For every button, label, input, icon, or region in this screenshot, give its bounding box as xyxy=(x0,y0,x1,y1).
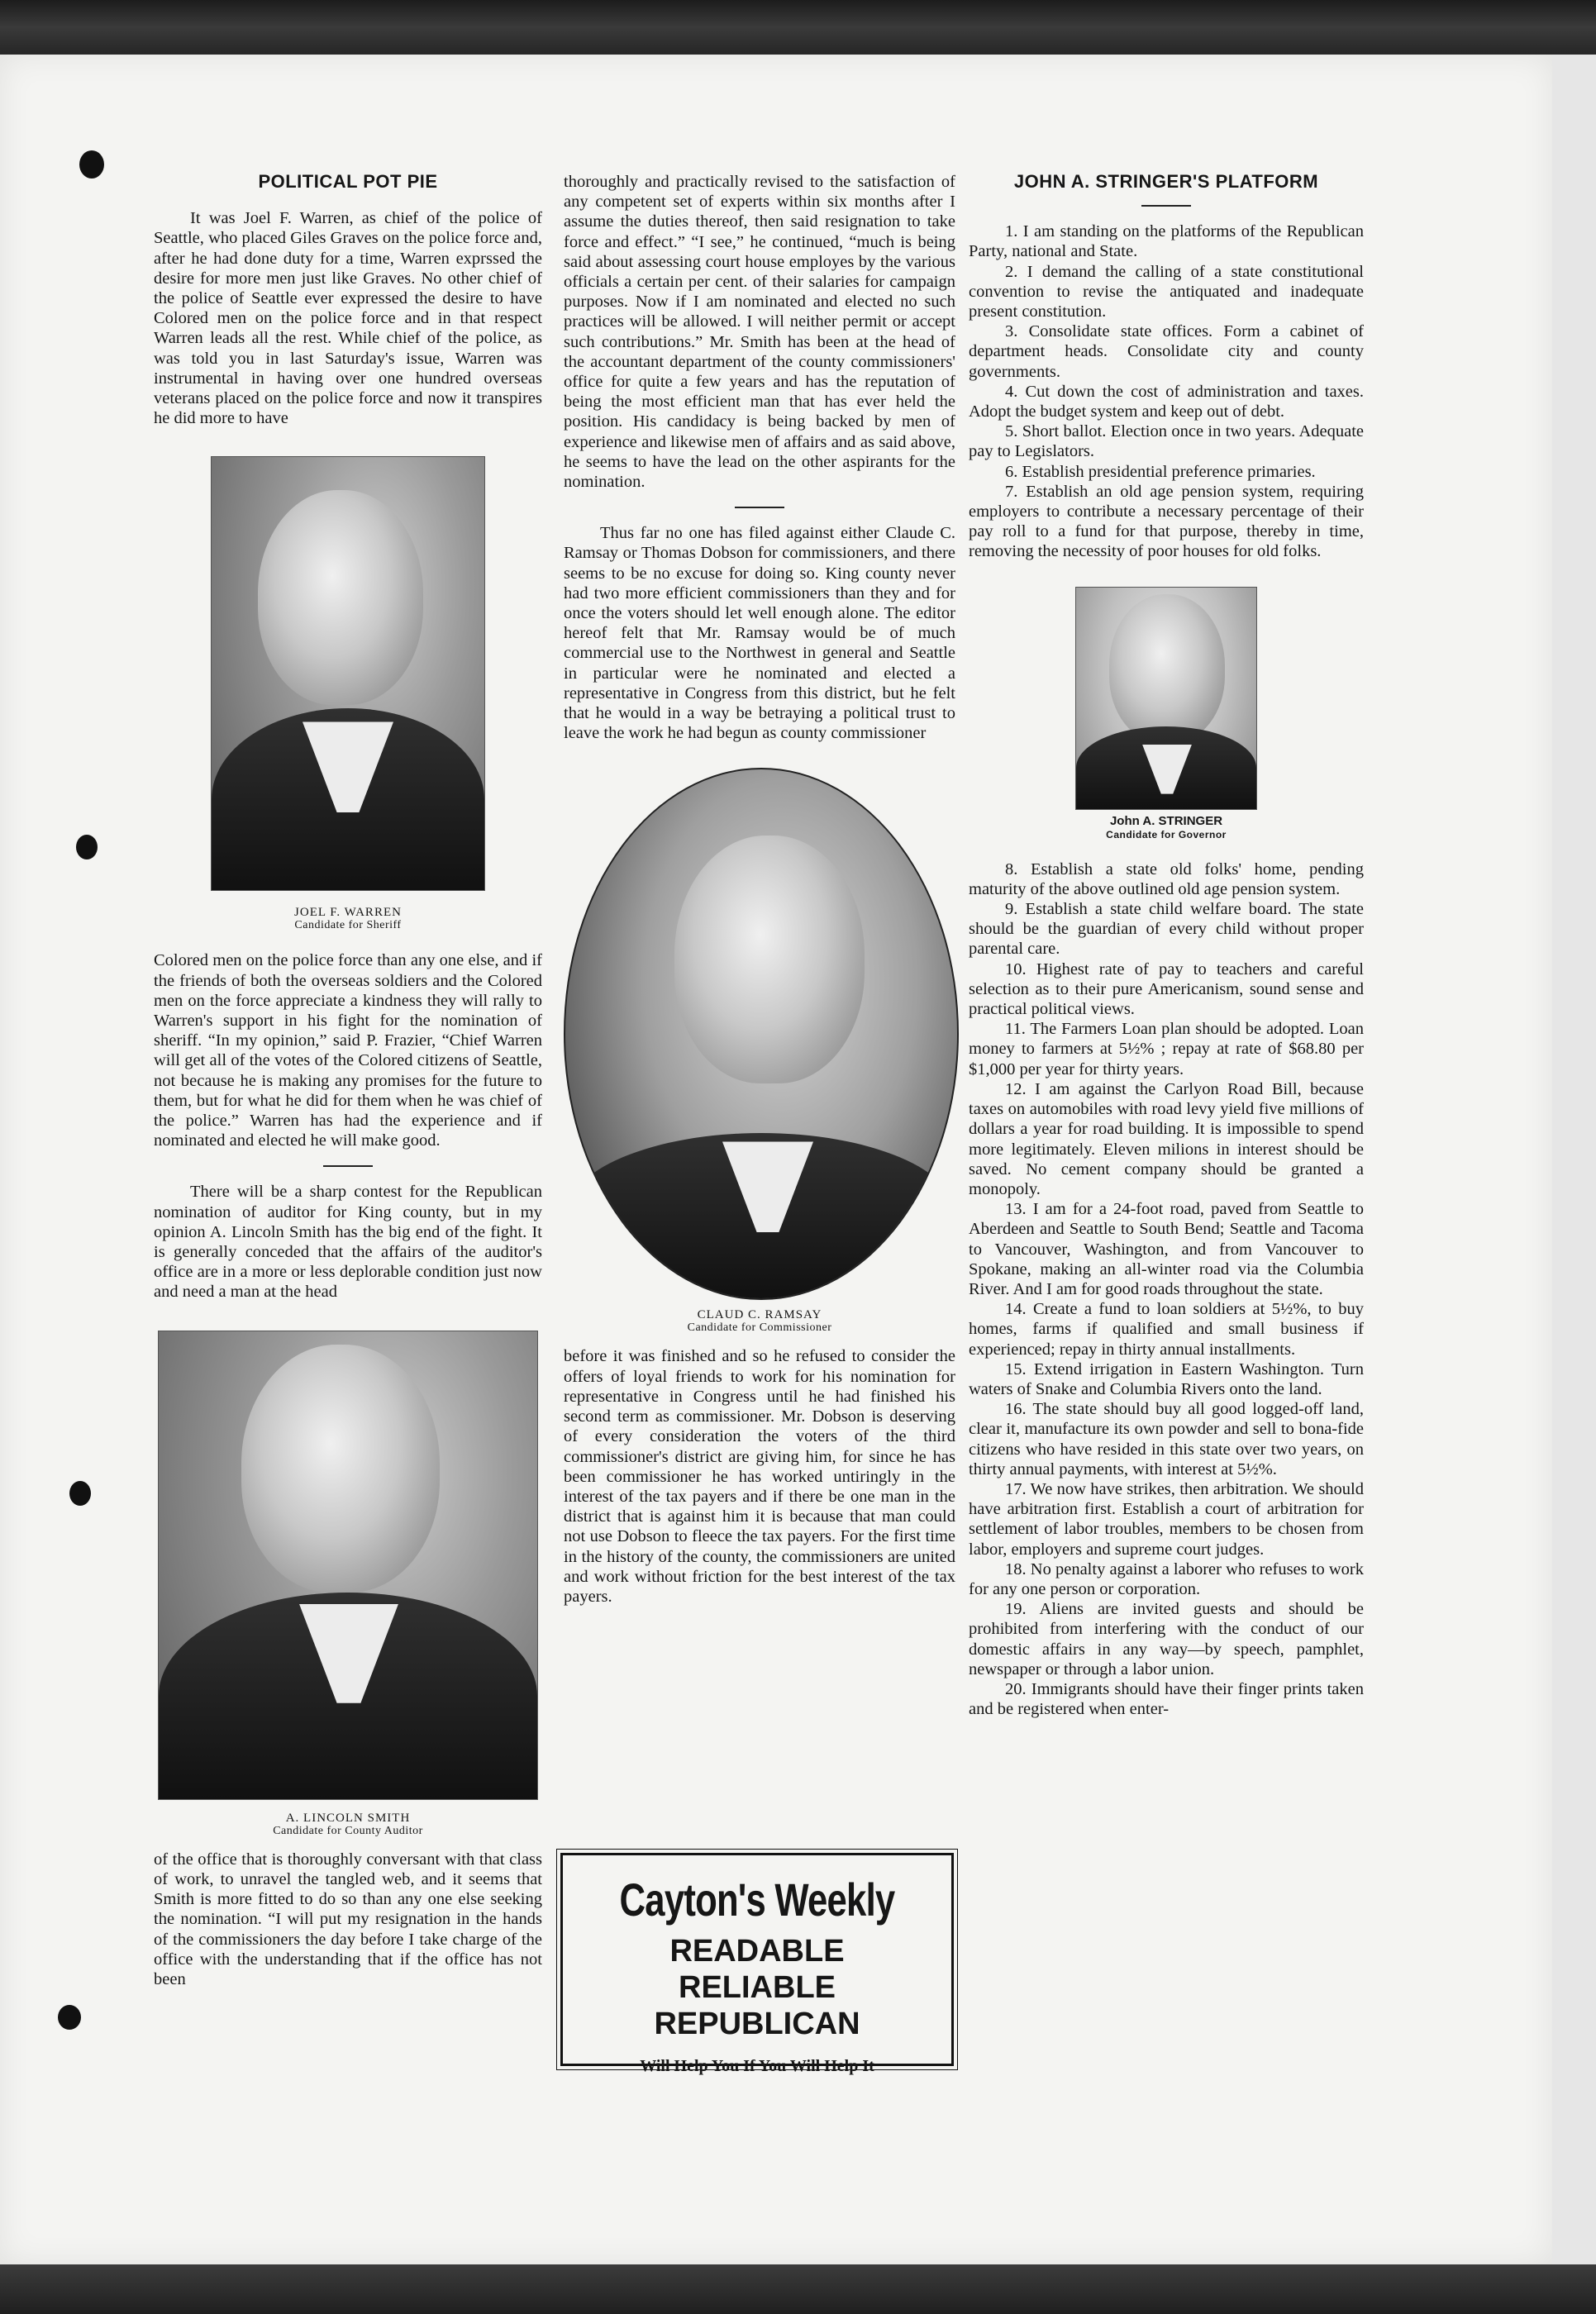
platform-item: 16. The state should buy all good logged-off land, clear it, manufacture its own powder and sell to bona-fide citizens who have resided in this state over two years, on thirty annual payments, with interest at 5½%. xyxy=(969,1400,1364,1478)
platform-item: 3. Consolidate state offices. Form a cabinet of department heads. Consolidate city and county governments. xyxy=(969,322,1364,381)
separator-rule xyxy=(323,1165,373,1167)
article-paragraph: There will be a sharp contest for the Republican nomination of auditor for King county, but in my opinion A. Lincoln Smith has the big end of the fight. It is generally conceded that the affairs of the auditor's office are in a more or less deplorable condition just now and need a man at the head xyxy=(154,1183,542,1302)
smith-caption: A. LINCOLN SMITH Candidate for County Auditor xyxy=(273,1811,423,1837)
smith-portrait xyxy=(158,1331,538,1800)
platform-item: 2. I demand the calling of a state constitutional convention to revise the antiquated and inadequate present constitution. xyxy=(969,262,1364,321)
separator-rule xyxy=(1141,205,1191,207)
punch-hole-bottom xyxy=(58,2005,81,2030)
article-paragraph: It was Joel F. Warren, as chief of the police of Seattle, who placed Giles Graves on the police force and, after he had done duty for a time, Warren exprssed the desire for more men just like Graves. No other chief of the police of Seattle ever expressed the desire to have Colored men on the police force and in that respect Warren leads all the rest. While chief of the police, as was told you in last Saturday's issue, Warren was instrumental in having over one hundred overseas veterans placed on the police force and now it transpires he did more to have xyxy=(154,209,542,428)
platform-list-b xyxy=(969,859,1364,1720)
ad-line-reliable: RELIABLE xyxy=(679,1970,836,2005)
platform-item: 9. Establish a state child welfare board. The state should be the guardian of every child without proper parental care. xyxy=(969,900,1364,959)
article-paragraph: of the office that is thoroughly conversant with that class of work, to unravel the tangled web, and it seems that Smith is more fitted to do so than any one else seeking the nomination. “I will put my resignation in the hands of the commissioners the day before I take charge of the office with the understanding that if the office has not been xyxy=(154,1850,542,1988)
platform-item: 19. Aliens are invited guests and should be prohibited from interfering with the conduct of our domestic affairs in any way—by speech, pamphlet, newspaper or through a labor union. xyxy=(969,1600,1364,1678)
platform-item: 17. We now have strikes, then arbitration. We should have arbitration first. Establish a court of arbitration for settlement of labor troubles, members to be chosen from labor, employers and supreme court judges. xyxy=(969,1479,1364,1559)
column-left xyxy=(154,172,542,1989)
platform-item: 10. Highest rate of pay to teachers and careful selection as to their pure Americanism, sound sense and practical political views. xyxy=(969,959,1364,1019)
scan-border-bottom xyxy=(0,2264,1596,2314)
political-pot-pie-headline: POLITICAL POT PIE xyxy=(258,171,438,192)
newspaper-page xyxy=(0,55,1552,2264)
punch-hole-top xyxy=(79,150,104,179)
platform-item: 18. No penalty against a laborer who refuses to work for any one person or corporation. xyxy=(969,1559,1364,1598)
punch-hole-lower xyxy=(69,1481,91,1506)
platform-item: 13. I am for a 24-foot road, paved from Seattle to Aberdeen and Seattle to South Bend; Seattle and Tacoma to Vancouver, Washington, and from Vancouver to Spokane, making an all-winter road via the Columbia River. And I am for good roads throughout the state. xyxy=(969,1200,1364,1298)
platform-list-a xyxy=(969,221,1364,561)
stringer-caption: John A. STRINGER Candidate for Governor xyxy=(1106,813,1227,840)
platform-item: 8. Establish a state old folks' home, pending maturity of the above outlined old age pension system. xyxy=(969,859,1364,898)
column-middle xyxy=(564,172,955,1607)
platform-item: 4. Cut down the cost of administration and taxes. Adopt the budget system and keep out of debt. xyxy=(969,382,1364,421)
platform-item: 7. Establish an old age pension system, requiring employers to contribute a necessary percentage of their pay roll to a fund for that purpose, thereby in time, removing the necessity of poor houses for old folks. xyxy=(969,482,1364,561)
ad-line-republican: REPUBLICAN xyxy=(654,2007,860,2041)
platform-item: 12. I am against the Carlyon Road Bill, because taxes on automobiles with road levy yield five millions of dollars a year for road building. It is impossible to spend more legitimately. Eleven milions in interest should be saved. No cement company should be granted a monopoly. xyxy=(969,1079,1364,1198)
separator-rule xyxy=(735,507,784,508)
article-paragraph: Colored men on the police force than any one else, and if the friends of both the overseas soldiers and the Colored men on the force appreciate a kindness they will rally to Warren's support in his fight for the nomination of sheriff. “In my opinion,” said P. Frazier, “Chief Warren will get all of the votes of the Colored citizens of Seattle, not because he is making any promises for the future to them, but for what he did for them when he was chief of the police.” Warren has had the experience and if nominated and elected he will make good. xyxy=(154,951,542,1150)
scan-border-top xyxy=(0,0,1596,55)
scan-border-right xyxy=(1552,55,1596,2264)
article-paragraph: thoroughly and practically revised to the satisfaction of any competent set of experts within six months after I assume the duties thereof, then said resignation to take force and effect.” “I see,” he continued, “much is being said about assessing court house employes by the various officials a certain per cent. of their salaries for campaign purposes. Now if I am nominated and elected no such practices will be allowed. I will neither permit or accept such contributions.” Mr. Smith has been at the head of the accountant department of the county commissioners' office for quite a few years and has the reputation of being the most efficient man that has ever held the position. His candidacy is being backed by men of experience and likewise men of affairs and as said above, he seems to have the lead on the other aspirants for the nomination. xyxy=(564,173,955,492)
caytons-weekly-ad xyxy=(560,1853,954,2075)
platform-item: 6. Establish presidential preference primaries. xyxy=(1005,462,1316,481)
platform-item: 20. Immigrants should have their finger prints taken and be registered when enter- xyxy=(969,1679,1364,1719)
stringer-portrait xyxy=(1075,587,1257,810)
ad-line-readable: READABLE xyxy=(669,1934,845,1969)
platform-item: 5. Short ballot. Election once in two years. Adequate pay to Legislators. xyxy=(969,422,1364,461)
ad-title: Cayton's Weekly xyxy=(619,1874,895,1926)
warren-caption: JOEL F. WARREN Candidate for Sheriff xyxy=(294,906,402,932)
ad-footer: Will Help You If You Will Help It xyxy=(640,2057,874,2075)
ramsay-portrait xyxy=(564,768,959,1300)
column-right xyxy=(969,172,1364,1719)
punch-hole-middle xyxy=(76,835,98,859)
platform-item: 15. Extend irrigation in Eastern Washington. Turn waters of Snake and Columbia Rivers onto the land. xyxy=(969,1359,1364,1398)
platform-item: 14. Create a fund to loan soldiers at 5½%, to buy homes, farms if qualified and small business if experienced; repay in thirty annual installments. xyxy=(969,1300,1364,1359)
stringer-platform-headline: JOHN A. STRINGER'S PLATFORM xyxy=(1013,171,1319,192)
platform-item: 1. I am standing on the platforms of the Republican Party, national and State. xyxy=(969,222,1364,261)
warren-portrait xyxy=(211,456,485,891)
ramsay-caption: CLAUD C. RAMSAY Candidate for Commissioner xyxy=(687,1308,832,1335)
article-paragraph: Thus far no one has filed against either Claude C. Ramsay or Thomas Dobson for commissioners, and there seems to be no excuse for doing so. King county never had two more efficient commissioners than they and for once the voters should let well enough alone. The editor hereof felt that Mr. Ramsay would be of much commercial use to the Northwest in general and Seattle in particular were he nominated and elected a representative in Congress from this district, but he felt that he would in a way be betraying a political trust to leave the work he had begun as county commissioner xyxy=(564,524,955,743)
platform-item: 11. The Farmers Loan plan should be adopted. Loan money to farmers at 5½% ; repay at rate of $68.80 per $1,000 per year for thirty years. xyxy=(969,1020,1364,1078)
article-paragraph: before it was finished and so he refused to consider the offers of loyal friends to work for his nomination for representative in Congress until he had finished his second term as commissioner. Mr. Dobson is deserving of every consideration the voters of the third commissioner's district are giving him, for since he has been commissioner he has worked untiringly in the interest of the tax payers and if there be one man in the district that is against him it is because that man could not use Dobson to fleece the tax payers. For the first time in the history of the county, the commissioners are united and work without friction for the best interest of the tax payers. xyxy=(564,1347,955,1606)
